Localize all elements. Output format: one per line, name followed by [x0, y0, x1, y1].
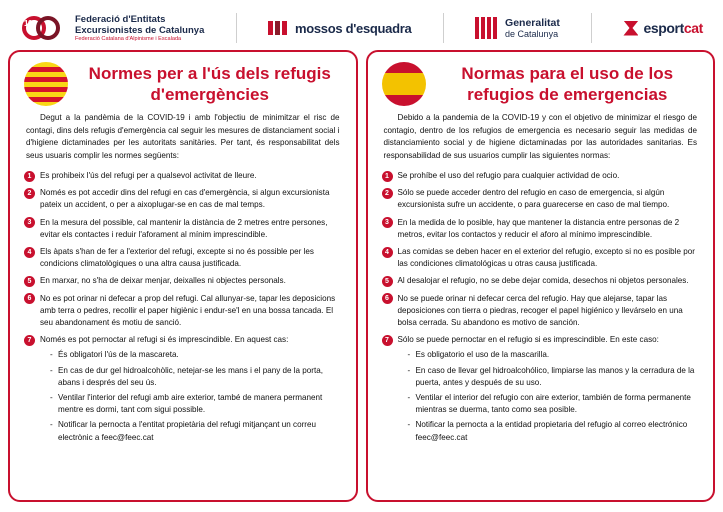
panel-spanish-header: [382, 62, 700, 106]
spanish-flag-icon: [382, 62, 426, 106]
rule-text: En la mesura del possible, cal mantenir la distància de 2 metres entre persones, evitar els contactes i reduir l'aforament al mínim imprescindible.: [40, 217, 328, 239]
rule-number: 4: [24, 247, 35, 258]
rule-item: [24, 275, 342, 287]
esportcat-mark-icon: [623, 21, 638, 36]
header-divider: [591, 13, 592, 43]
rule-text: No se puede orinar ni defecar cerca del refugio. Hay que alejarse, tapar las deposiciones con tierra o piedras, recoger el papel higiénico y llevárselo en una bolsa cerrada. Su abandono es motivo de sanción.: [397, 293, 683, 328]
rule-number: 5: [24, 276, 35, 287]
rule-text: Sólo se puede acceder dentro del refugio en caso de emergencia, si algún excursionista sufre un accidente, o para guarecerse en caso de mal tiempo.: [397, 188, 670, 210]
panels-container: [8, 50, 715, 502]
rule-number: 7: [24, 335, 35, 346]
rule-subitem: - És obligatori l'ús de la mascareta.: [58, 349, 342, 361]
rule-subitems: [398, 349, 700, 443]
generalitat-bars-icon: [475, 17, 499, 39]
rule-text: Sólo se puede pernoctar en el refugio si es imprescindible. En este caso:: [397, 335, 659, 345]
rule-subitem: - Es obligatorio el uso de la mascarilla.: [416, 349, 700, 361]
rule-subitem: - Ventilar el interior del refugio con aire exterior, también de forma permanente mientras se duerma, tanto como sea posible.: [416, 392, 700, 416]
rule-number: 1: [382, 171, 393, 182]
rule-subitem: - Notificar la pernocta a la entidad propietaria del refugio al correo electrónico feec@feec.cat: [416, 419, 700, 443]
panel-catalan-intro: Degut a la pandèmia de la COVID-19 i amb l'objectiu de minimitzar el risc de contagi, dins dels refugis d'emergència cal seguir les mesures de distanciament social i d'higiene dictaminades per les autoritats sanitàries. Per tant, és responsabilitat dels seus usuaris complir les normes següents:: [26, 113, 340, 160]
esportcat-word1: esport: [643, 20, 684, 36]
rule-number: 3: [382, 217, 393, 228]
rule-text: En marxar, no s'ha de deixar menjar, deixalles ni objectes personals.: [40, 276, 286, 286]
esportcat-word2: cat: [683, 20, 703, 36]
rule-number: 6: [382, 293, 393, 304]
mossos-logo: [268, 21, 411, 36]
catalan-flag-icon: [24, 62, 68, 106]
generalitat-line2: de Catalunya: [505, 28, 559, 39]
header-divider: [443, 13, 444, 43]
rule-subitems: [40, 349, 342, 443]
rule-subitem: - En caso de llevar gel hidroalcohólico, limpiarse las manos y la cerradura de la puerta, antes y después de su uso.: [416, 365, 700, 389]
rule-subitem: - Notificar la pernocta a l'entitat propietària del refugi mitjançant un correu electrònic a feec@feec.cat: [58, 419, 342, 443]
logo-header: [8, 6, 715, 50]
panel-catalan-header: [24, 62, 342, 106]
panel-catalan: [8, 50, 358, 502]
feec-line2: Excursionistes de Catalunya: [75, 24, 205, 36]
rule-number: 1: [24, 171, 35, 182]
rule-item: [382, 334, 700, 444]
rule-subitem: - Ventilar l'interior del refugi amb aire exterior, també de manera permanent mentre es dormi, tant com sigui possible.: [58, 392, 342, 416]
rule-number: 2: [382, 188, 393, 199]
rule-number: 2: [24, 188, 35, 199]
mossos-label: mossos d'esquadra: [294, 20, 412, 36]
rule-item: [382, 217, 700, 241]
rule-text: Només es pot accedir dins del refugi en cas d'emergència, si algun excursionista pateix un accident, o per a aixoplugar-se en cas de mal temps.: [40, 188, 330, 210]
generalitat-line1: Generalitat: [505, 16, 560, 29]
feec-line1: Federació d'Entitats: [75, 13, 166, 25]
rule-text: En la medida de lo posible, hay que mantener la distancia entre personas de 2 metros, evitar los contactos y reducir el aforo al mínimo imprescindible.: [397, 217, 680, 239]
rule-text: No es pot orinar ni defecar a prop del refugi. Cal allunyar-se, tapar les deposicions amb terra o pedres, recollir el paper higiènic i endur-se'l en una bossa tancada. El seu abandonament és motiu de sanció.: [40, 293, 336, 328]
panel-catalan-title: Normes per a l'ús dels refugis d'emergències: [88, 64, 331, 104]
rule-item: [24, 187, 342, 211]
rule-text: Al desalojar el refugio, no se debe dejar comida, desechos ni objetos personales.: [397, 276, 689, 286]
rule-item: [24, 217, 342, 241]
rule-item: [24, 246, 342, 270]
panel-spanish: [366, 50, 716, 502]
rule-item: [24, 293, 342, 330]
rule-number: 3: [24, 217, 35, 228]
panel-spanish-title: Normas para el uso de los refugios de emergencias: [461, 64, 674, 104]
rule-text: Se prohíbe el uso del refugio para cualquier actividad de ocio.: [397, 171, 620, 180]
esportcat-logo: [623, 20, 702, 36]
rule-item: [382, 246, 700, 270]
panel-spanish-intro: Debido a la pandemia de la COVID-19 y con el objetivo de minimizar el riesgo de contagio, dentro de los refugios de emergencia es necesario seguir las medidas de distanciamiento social y de higiene dictaminadas por las autoridades sanitarias. Es responsabilidad de sus usuarios cumplir las siguientes normas:: [383, 113, 697, 160]
rule-item: [24, 170, 342, 182]
rule-item: [382, 187, 700, 211]
rule-text: Només es pot pernoctar al refugi si és imprescindible. En aquest cas:: [40, 335, 289, 345]
rule-item: [382, 170, 700, 182]
rule-number: 4: [382, 247, 393, 258]
panel-spanish-rules: [382, 170, 700, 444]
rule-number: 5: [382, 276, 393, 287]
rule-subitem: - En cas de dur gel hidroalcohòlic, netejar-se les mans i el pany de la porta, abans i després del seu ús.: [58, 365, 342, 389]
rule-number: 6: [24, 293, 35, 304]
header-divider: [236, 13, 237, 43]
feec-logo: [22, 13, 204, 43]
rule-text: Els àpats s'han de fer a l'exterior del refugi, excepte si no és possible per les condicions climatològiques o una altra causa justificada.: [40, 247, 314, 269]
rule-text: Es prohibeix l'ús del refugi per a qualsevol activitat de lleure.: [40, 171, 257, 180]
rule-item: [382, 275, 700, 287]
rule-item: [382, 293, 700, 330]
panel-catalan-rules: [24, 170, 342, 444]
mossos-checkers-icon: [268, 21, 289, 35]
feec-anniversary-number: 100: [24, 19, 37, 28]
feec-rings-icon: [22, 13, 68, 43]
rule-text: Las comidas se deben hacer en el exterior del refugio, excepto si no es posible por las condiciones climatológicas u otras causa justificada.: [397, 247, 695, 269]
rule-number: 7: [382, 335, 393, 346]
feec-line3: Federació Catalana d'Alpinisme i Escalada: [75, 35, 182, 42]
rule-item: [24, 334, 342, 444]
generalitat-logo: [475, 17, 560, 40]
